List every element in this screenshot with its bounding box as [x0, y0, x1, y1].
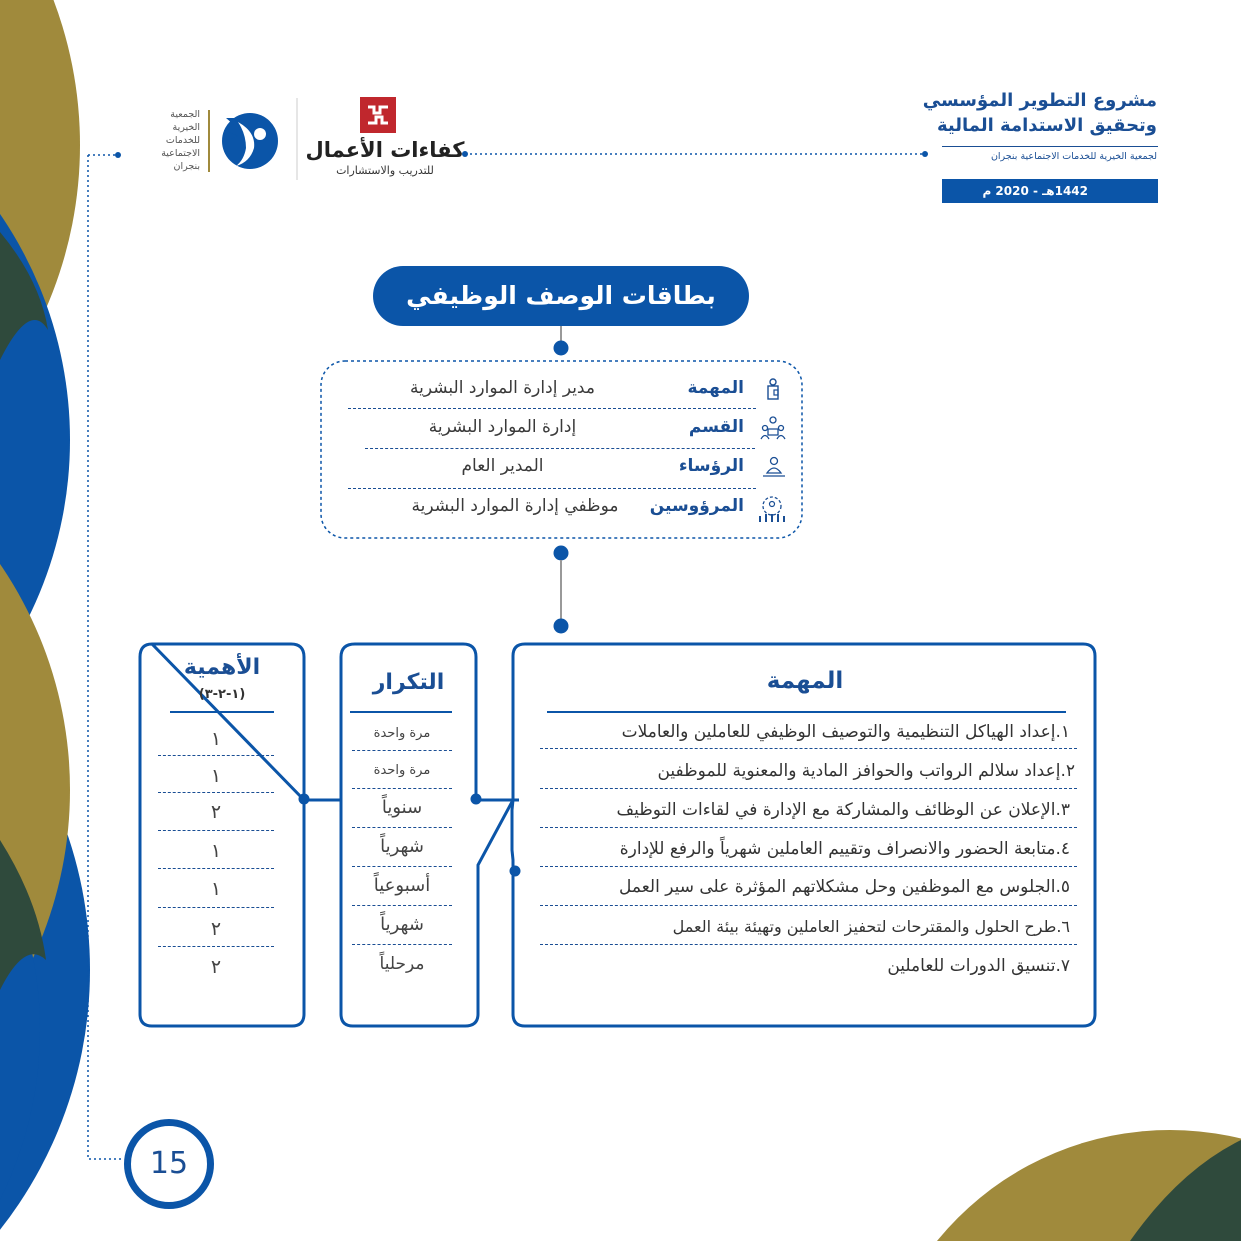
importance-divider	[158, 946, 274, 947]
info-value-task: مدير إدارة الموارد البشرية	[410, 378, 595, 398]
kafaat-logo-icon	[360, 97, 396, 133]
importance-item: ١	[210, 728, 222, 750]
kafaat-name: كفاءات الأعمال	[305, 138, 465, 162]
info-value-department: إدارة الموارد البشرية	[428, 417, 577, 437]
info-label-supervisors: الرؤساء	[678, 456, 744, 476]
page-title: بطاقات الوصف الوظيفي	[373, 266, 749, 326]
project-title	[923, 88, 1157, 138]
association-divider	[208, 110, 210, 172]
project-title-line1: مشروع التطوير المؤسسي	[922, 90, 1157, 111]
importance-item: ١	[210, 840, 222, 862]
subordinates-gear-icon	[756, 494, 788, 524]
association-name: الجمعية الخيرية للخدمات الاجتماعية بنجران	[161, 109, 200, 172]
frequency-divider	[352, 827, 452, 828]
frequency-divider	[352, 750, 452, 751]
frequency-item: مرحلياً	[379, 954, 425, 974]
frequency-item: سنوياً	[381, 797, 423, 818]
task-divider	[540, 905, 1077, 906]
info-label-department: القسم	[688, 417, 744, 437]
year-bar: 1442هـ - 2020 م	[942, 179, 1158, 203]
importance-item: ٢	[210, 918, 222, 940]
info-value-subordinates: موظفي إدارة الموارد البشرية	[411, 496, 619, 516]
info-divider	[348, 488, 756, 489]
info-divider	[348, 408, 756, 409]
frequency-divider	[352, 905, 452, 906]
importance-scale: (١-٢-٣)	[198, 687, 246, 702]
task-divider	[540, 827, 1077, 828]
frequency-divider	[352, 788, 452, 789]
importance-divider	[158, 830, 274, 831]
importance-item: ١	[210, 765, 222, 787]
importance-divider	[158, 792, 274, 793]
project-title-rule	[942, 146, 1158, 147]
info-label-subordinates: المرؤوسين	[649, 496, 744, 516]
info-label-task: المهمة	[687, 378, 744, 398]
page-number: 15	[124, 1119, 214, 1209]
importance-item: ٢	[210, 801, 222, 823]
kafaat-tagline: للتدريب والاستشارات	[336, 164, 434, 177]
importance-divider	[158, 755, 274, 756]
importance-divider	[158, 868, 274, 869]
task-item: ١.إعداد الهياكل التنظيمية والتوصيف الوظيفي للعاملين والعاملات	[621, 722, 1070, 742]
task-item: ٧.تنسيق الدورات للعاملين	[887, 956, 1070, 976]
task-item: ٣.الإعلان عن الوظائف والمشاركة مع الإدارة في لقاءات التوظيف	[616, 800, 1070, 820]
task-item: ٢.إعداد سلالم الرواتب والحوافز المادية والمعنوية للموظفين	[657, 761, 1075, 781]
importance-divider	[158, 907, 274, 908]
frequency-heading: التكرار	[372, 670, 445, 695]
info-value-supervisors: المدير العام	[461, 456, 544, 476]
worker-icon	[761, 377, 785, 401]
task-divider	[540, 944, 1077, 945]
importance-item: ١	[210, 878, 222, 900]
frequency-item: أسبوعياً	[373, 875, 431, 896]
task-divider	[540, 788, 1077, 789]
frequency-item: مرة واحدة	[373, 726, 431, 741]
task-item: ٥.الجلوس مع الموظفين وحل مشكلاتهم المؤثرة على سير العمل	[619, 877, 1070, 897]
project-subtitle: لجمعية الخيرية للخدمات الاجتماعية بنجران	[990, 151, 1157, 162]
manager-icon	[761, 455, 785, 479]
task-divider	[540, 866, 1077, 867]
frequency-divider	[352, 944, 452, 945]
frequency-item: مرة واحدة	[373, 763, 431, 778]
frequency-divider	[352, 866, 452, 867]
task-item: ٦.طرح الحلول والمقترحات لتحفيز العاملين وتهيئة بيئة العمل	[672, 917, 1070, 936]
frequency-item: شهرياً	[380, 836, 424, 857]
info-divider	[365, 448, 755, 449]
team-icon	[759, 415, 783, 439]
project-title-line2: وتحقيق الاستدامة المالية	[936, 115, 1157, 136]
task-item: ٤.متابعة الحضور والانصراف وتقييم العاملين شهرياً والرفع للإدارة	[619, 839, 1070, 859]
frequency-item: شهرياً	[380, 914, 424, 935]
association-palm-logo-icon	[216, 108, 278, 174]
importance-item: ٢	[210, 956, 222, 978]
importance-heading: الأهمية	[183, 655, 261, 680]
task-divider	[540, 748, 1077, 749]
tasks-heading: المهمة	[766, 668, 844, 694]
